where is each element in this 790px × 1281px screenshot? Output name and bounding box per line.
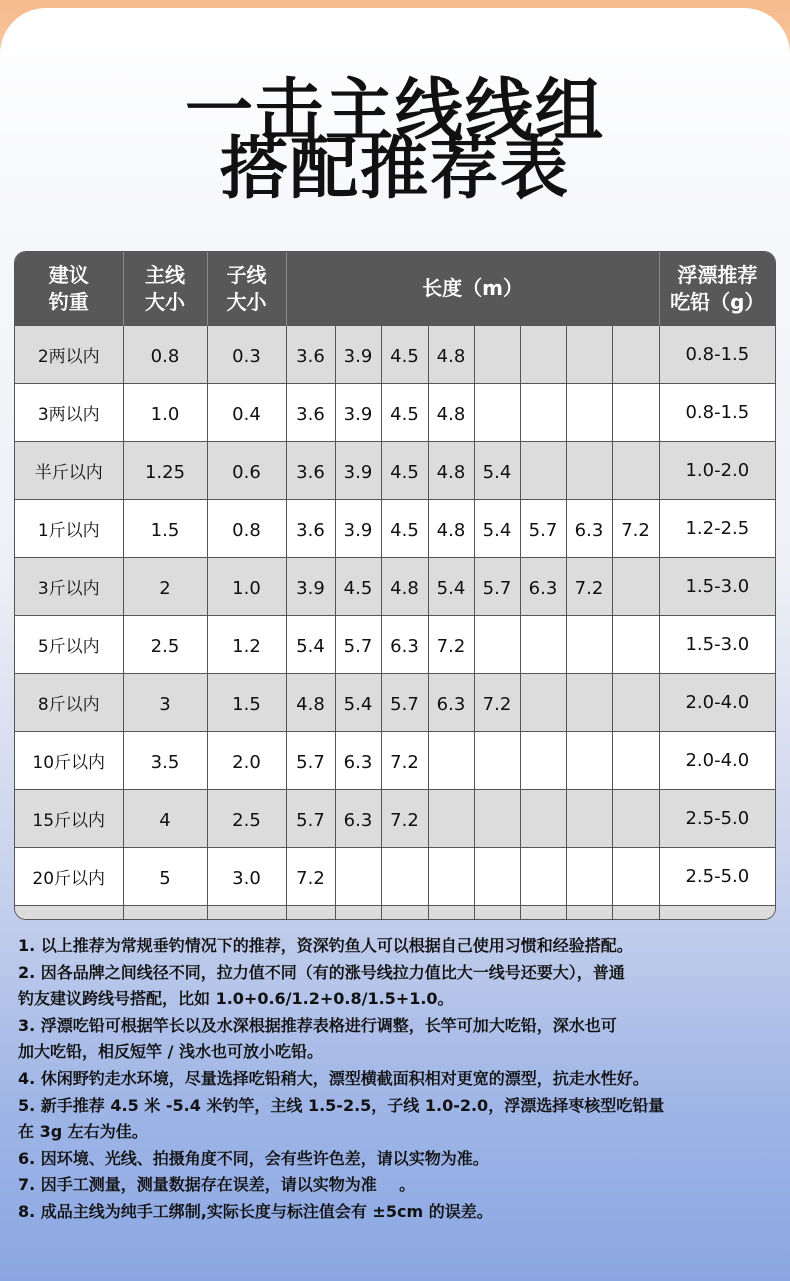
cell-main-line: 3.5 xyxy=(123,732,207,790)
cell-float: 2.5-5.0 xyxy=(659,790,775,848)
cell-weight: 8斤以内 xyxy=(15,674,123,732)
cell-length: 4.8 xyxy=(381,558,428,616)
page-title-line1: 一击主线线组 xyxy=(184,72,605,151)
table-header-row xyxy=(15,252,775,326)
cell-float: 1.0-2.0 xyxy=(659,442,775,500)
cell-length xyxy=(428,790,474,848)
cell-weight: 15斤以内 xyxy=(15,790,123,848)
note-item: 7. 因手工测量，测量数据存在误差，请以实物为准 。 xyxy=(18,1175,416,1195)
cell-length: 5.4 xyxy=(428,558,474,616)
cell-length xyxy=(474,326,520,384)
cell-length xyxy=(474,732,520,790)
cell-length xyxy=(566,616,612,674)
cell-length xyxy=(474,384,520,442)
cell-length: 7.2 xyxy=(428,616,474,674)
cell-length: 5.4 xyxy=(474,500,520,558)
cell-length: 3.9 xyxy=(335,384,381,442)
cell-length: 4.5 xyxy=(381,442,428,500)
cell-float: 2.0-4.0 xyxy=(659,732,775,790)
cell-length xyxy=(381,848,428,906)
cell-length xyxy=(428,848,474,906)
cell-length: 3.9 xyxy=(335,500,381,558)
cell-length: 7.2 xyxy=(566,558,612,616)
cell-length xyxy=(474,790,520,848)
header-weight: 建议 钓重 xyxy=(15,252,123,326)
cell-float: 0.8-1.5 xyxy=(659,384,775,442)
cell-length: 6.3 xyxy=(335,790,381,848)
cell-main-line xyxy=(123,906,207,921)
cell-length xyxy=(612,674,659,732)
cell-length: 5.4 xyxy=(335,674,381,732)
cell-length: 5.7 xyxy=(474,558,520,616)
cell-length: 6.3 xyxy=(566,500,612,558)
cell-length xyxy=(612,906,659,921)
note-item: 5. 新手推荐 4.5 米 -5.4 米钓竿，主线 1.5-2.5，子线 1.0-2.0，浮漂选择枣核型吃铅量 在 3g 左右为佳。 xyxy=(18,1095,665,1142)
table-row xyxy=(15,906,775,921)
cell-length: 4.8 xyxy=(428,384,474,442)
cell-float: 2.0-4.0 xyxy=(659,674,775,732)
table-row xyxy=(15,616,775,674)
cell-length: 7.2 xyxy=(286,848,335,906)
cell-float: 1.5-3.0 xyxy=(659,616,775,674)
cell-length xyxy=(612,848,659,906)
note-item: 4. 休闲野钓走水环境，尽量选择吃铅稍大，漂型横截面积相对更宽的漂型，抗走水性好。 xyxy=(18,1068,649,1088)
cell-sub-line: 1.2 xyxy=(207,616,286,674)
cell-main-line: 2 xyxy=(123,558,207,616)
note-item: 1. 以上推荐为常规垂钓情况下的推荐，资深钓鱼人可以根据自己使用习惯和经验搭配。 xyxy=(18,936,633,955)
cell-length xyxy=(612,442,659,500)
cell-length xyxy=(566,848,612,906)
note-item: 3. 浮漂吃铅可根据竿长以及水深根据推荐表格进行调整，长竿可加大吃铅，深水也可 加大吃铅，相反短竿 / 浅水也可放小吃铅。 xyxy=(18,1015,617,1062)
note-item: 2. 因各品牌之间线径不同，拉力值不同（有的涨号线拉力值比大一线号还要大），普通 钓友建议跨线号搭配，比如 1.0+0.6/1.2+0.8/1.5+1.0。 xyxy=(18,962,625,1009)
cell-sub-line: 1.5 xyxy=(207,674,286,732)
table-row xyxy=(15,558,775,616)
cell-length xyxy=(612,732,659,790)
cell-length xyxy=(612,326,659,384)
cell-length: 3.6 xyxy=(286,442,335,500)
table-row xyxy=(15,384,775,442)
cell-length: 3.6 xyxy=(286,326,335,384)
cell-main-line: 3 xyxy=(123,674,207,732)
cell-length xyxy=(612,790,659,848)
cell-length: 4.5 xyxy=(381,326,428,384)
cell-length: 6.3 xyxy=(428,674,474,732)
notes-list xyxy=(18,933,782,1226)
cell-length xyxy=(612,558,659,616)
cell-sub-line: 2.5 xyxy=(207,790,286,848)
cell-length xyxy=(612,384,659,442)
table-row xyxy=(15,790,775,848)
cell-length xyxy=(335,906,381,921)
cell-main-line: 4 xyxy=(123,790,207,848)
cell-length xyxy=(428,732,474,790)
cell-main-line: 2.5 xyxy=(123,616,207,674)
cell-weight: 2两以内 xyxy=(15,326,123,384)
cell-length: 5.7 xyxy=(286,790,335,848)
cell-main-line: 1.25 xyxy=(123,442,207,500)
cell-length xyxy=(520,616,566,674)
cell-length: 3.9 xyxy=(286,558,335,616)
cell-length: 4.8 xyxy=(428,442,474,500)
recommendation-table xyxy=(14,251,776,920)
cell-sub-line: 0.4 xyxy=(207,384,286,442)
cell-length xyxy=(566,384,612,442)
cell-weight: 3斤以内 xyxy=(15,558,123,616)
cell-sub-line: 2.0 xyxy=(207,732,286,790)
table-row xyxy=(15,442,775,500)
cell-length: 5.7 xyxy=(381,674,428,732)
cell-length: 3.9 xyxy=(335,442,381,500)
cell-length xyxy=(286,906,335,921)
cell-length: 4.5 xyxy=(381,384,428,442)
cell-main-line: 5 xyxy=(123,848,207,906)
cell-length: 3.9 xyxy=(335,326,381,384)
cell-length xyxy=(520,326,566,384)
header-main-line: 主线 大小 xyxy=(123,252,207,326)
cell-length xyxy=(474,616,520,674)
cell-main-line: 1.5 xyxy=(123,500,207,558)
table-row xyxy=(15,326,775,384)
table-row xyxy=(15,732,775,790)
cell-length xyxy=(428,906,474,921)
cell-length xyxy=(566,674,612,732)
cell-length: 4.8 xyxy=(428,500,474,558)
cell-length xyxy=(474,906,520,921)
note-item: 6. 因环境、光线、拍摄角度不同，会有些许色差，请以实物为准。 xyxy=(18,1148,489,1168)
cell-length xyxy=(520,906,566,921)
cell-weight: 半斤以内 xyxy=(15,442,123,500)
cell-sub-line xyxy=(207,906,286,921)
cell-main-line: 1.0 xyxy=(123,384,207,442)
cell-length xyxy=(566,732,612,790)
cell-length xyxy=(566,906,612,921)
cell-length xyxy=(520,442,566,500)
cell-sub-line: 1.0 xyxy=(207,558,286,616)
cell-main-line: 0.8 xyxy=(123,326,207,384)
header-sub-line: 子线 大小 xyxy=(207,252,286,326)
cell-sub-line: 0.8 xyxy=(207,500,286,558)
cell-length xyxy=(474,848,520,906)
cell-length: 7.2 xyxy=(612,500,659,558)
cell-sub-line: 0.6 xyxy=(207,442,286,500)
cell-length xyxy=(520,848,566,906)
cell-weight: 10斤以内 xyxy=(15,732,123,790)
cell-length: 4.5 xyxy=(381,500,428,558)
cell-length: 6.3 xyxy=(520,558,566,616)
cell-length xyxy=(335,848,381,906)
cell-length xyxy=(520,732,566,790)
table-row xyxy=(15,848,775,906)
cell-float xyxy=(659,906,775,921)
cell-length: 7.2 xyxy=(381,790,428,848)
cell-length xyxy=(520,384,566,442)
cell-length: 5.7 xyxy=(286,732,335,790)
table-row xyxy=(15,500,775,558)
cell-length xyxy=(566,442,612,500)
cell-weight xyxy=(15,906,123,921)
cell-length xyxy=(612,616,659,674)
cell-sub-line: 0.3 xyxy=(207,326,286,384)
cell-float: 1.2-2.5 xyxy=(659,500,775,558)
cell-length: 5.4 xyxy=(474,442,520,500)
cell-length: 7.2 xyxy=(381,732,428,790)
cell-weight: 3两以内 xyxy=(15,384,123,442)
cell-length xyxy=(381,906,428,921)
cell-length: 7.2 xyxy=(474,674,520,732)
cell-length xyxy=(520,674,566,732)
cell-float: 1.5-3.0 xyxy=(659,558,775,616)
header-float: 浮漂推荐 吃铅（g） xyxy=(659,252,775,326)
table-row xyxy=(15,674,775,732)
cell-length: 5.7 xyxy=(520,500,566,558)
note-item: 8. 成品主线为纯手工绑制,实际长度与标注值会有 ±5cm 的误差。 xyxy=(18,1201,493,1221)
cell-length: 3.6 xyxy=(286,500,335,558)
cell-length: 6.3 xyxy=(335,732,381,790)
cell-weight: 1斤以内 xyxy=(15,500,123,558)
cell-length: 4.8 xyxy=(286,674,335,732)
cell-length: 5.7 xyxy=(335,616,381,674)
cell-length: 4.8 xyxy=(428,326,474,384)
cell-length: 5.4 xyxy=(286,616,335,674)
cell-weight: 20斤以内 xyxy=(15,848,123,906)
cell-length: 6.3 xyxy=(381,616,428,674)
cell-length: 3.6 xyxy=(286,384,335,442)
cell-float: 0.8-1.5 xyxy=(659,326,775,384)
cell-length xyxy=(520,790,566,848)
header-length: 长度（m） xyxy=(286,252,659,326)
cell-length xyxy=(566,790,612,848)
cell-length xyxy=(566,326,612,384)
page-title-line2: 搭配推荐表 xyxy=(219,130,570,209)
cell-float: 2.5-5.0 xyxy=(659,848,775,906)
cell-length: 4.5 xyxy=(335,558,381,616)
cell-weight: 5斤以内 xyxy=(15,616,123,674)
cell-sub-line: 3.0 xyxy=(207,848,286,906)
